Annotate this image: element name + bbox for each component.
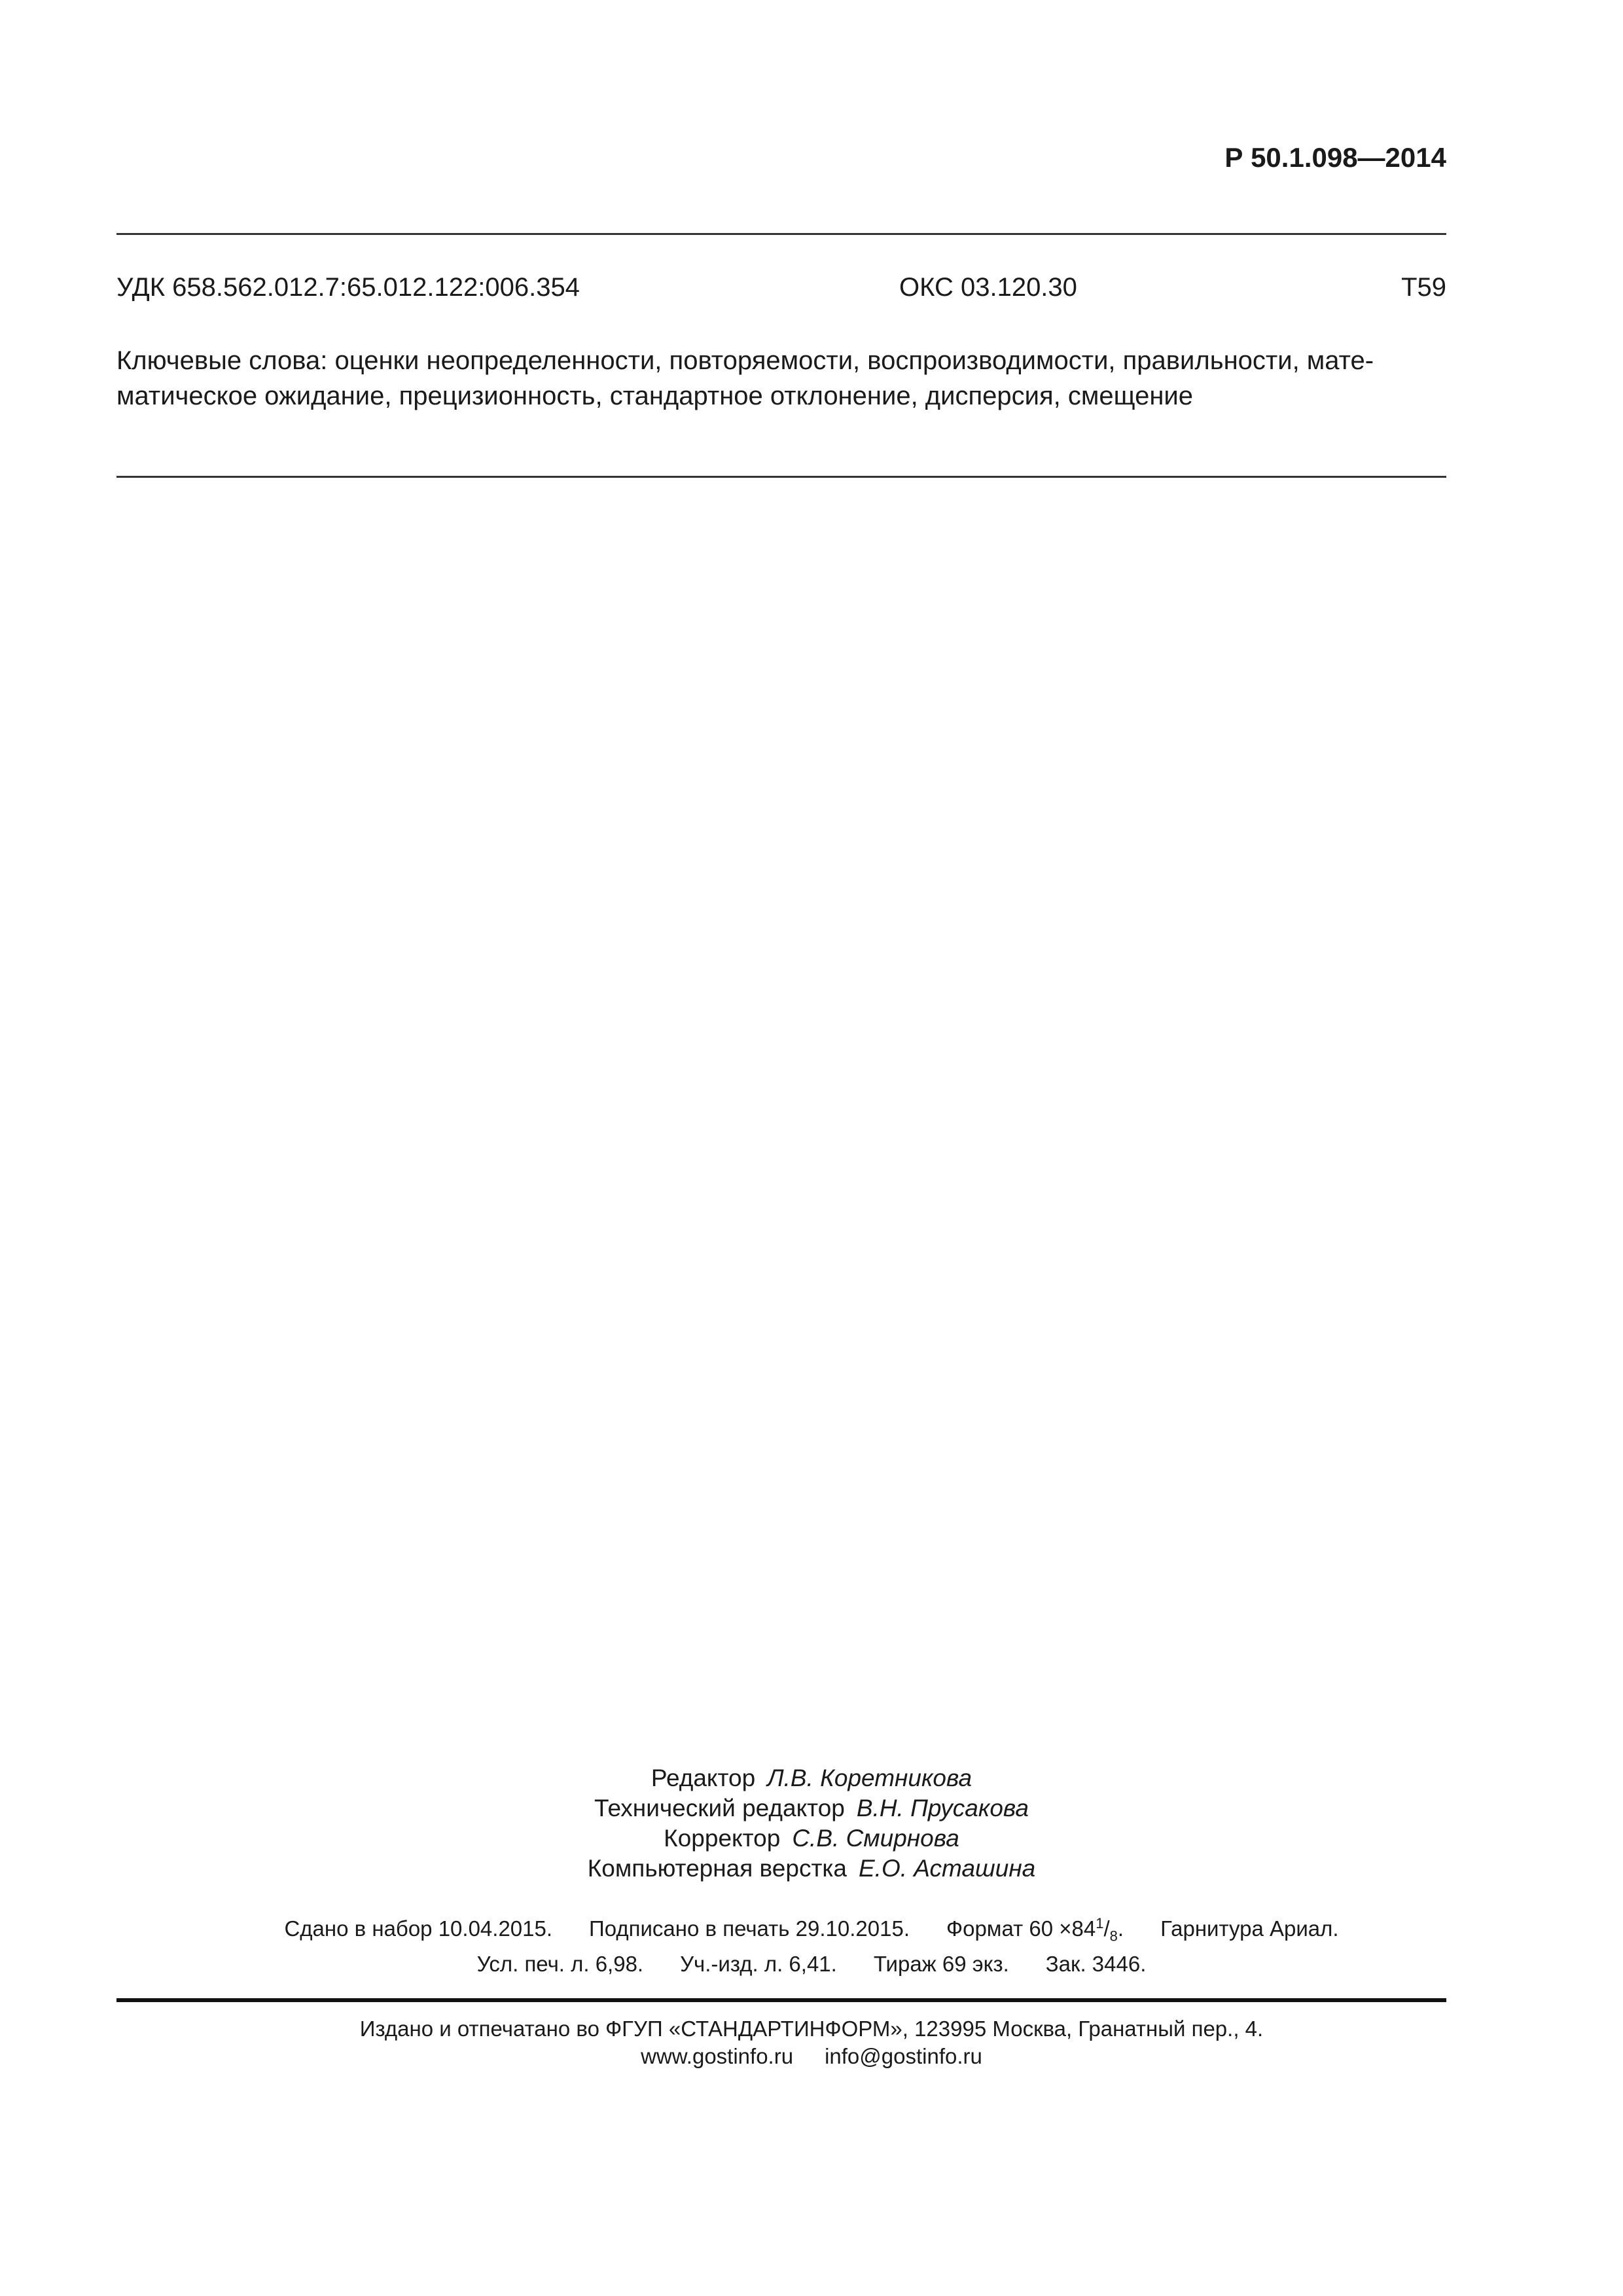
- format-sub: 8: [1109, 1928, 1118, 1945]
- credit-person: Е.О. Асташина: [858, 1855, 1036, 1882]
- credit-role: Технический редактор: [594, 1795, 845, 1821]
- publisher: [0, 2015, 1623, 2070]
- submitted-date: Сдано в набор 10.04.2015.: [284, 1916, 553, 1941]
- website-link[interactable]: www.gostinfo.ru: [641, 2044, 794, 2068]
- t-code: Т59: [1401, 273, 1446, 302]
- usl-pech: Усл. печ. л. 6,98.: [476, 1951, 644, 1976]
- bottom-divider: [116, 1998, 1446, 2002]
- keywords-line-2: матическое ожидание, прецизионность, стандартное отклонение, дисперсия, смещение: [116, 382, 1193, 410]
- email-link[interactable]: info@gostinfo.ru: [825, 2044, 982, 2068]
- credit-corrector: [0, 1823, 1623, 1854]
- publisher-line: Издано и отпечатано во ФГУП «СТАНДАРТИНФОРМ», 123995 Москва, Гранатный пер., 4.: [359, 2017, 1264, 2041]
- format-sup: 1: [1096, 1915, 1104, 1931]
- format-prefix: Формат 60 ×84: [946, 1916, 1096, 1941]
- credit-person: Л.В. Коретникова: [767, 1765, 972, 1791]
- credits: [0, 1763, 1623, 1884]
- udk-code: УДК 658.562.012.7:65.012.122:006.354: [116, 273, 580, 302]
- credit-person: В.Н. Прусакова: [856, 1795, 1029, 1821]
- keywords: [116, 343, 1446, 414]
- uch-izd: Уч.-изд. л. 6,41.: [680, 1951, 837, 1976]
- credit-role: Корректор: [664, 1825, 781, 1852]
- credit-person: С.В. Смирнова: [792, 1825, 959, 1852]
- publisher-contacts: [0, 2043, 1623, 2070]
- credit-role: Редактор: [651, 1765, 756, 1791]
- credit-editor: [0, 1763, 1623, 1793]
- print-info: [0, 1910, 1623, 1978]
- tirazh: Тираж 69 экз.: [873, 1951, 1009, 1976]
- keywords-line-1: Ключевые слова: оценки неопределенности, повторяемости, воспроизводимости, правильности, мате-: [116, 346, 1374, 375]
- order-number: Зак. 3446.: [1045, 1951, 1147, 1976]
- credit-role: Компьютерная верстка: [587, 1855, 847, 1882]
- format-suffix: .: [1117, 1916, 1124, 1941]
- middle-divider: [116, 476, 1446, 478]
- credit-technical-editor: [0, 1793, 1623, 1823]
- top-divider: [116, 233, 1446, 235]
- print-info-line-2: [0, 1950, 1623, 1978]
- typeface: Гарнитура Ариал.: [1160, 1916, 1339, 1941]
- paper-format: Формат $60 \times 84^1/_8$.: [946, 1915, 1124, 1945]
- credit-layout: [0, 1854, 1623, 1884]
- document-number: Р 50.1.098—2014: [1224, 142, 1446, 173]
- print-info-line-1: [0, 1910, 1623, 1950]
- classification-row: [116, 271, 1446, 304]
- signed-date: Подписано в печать 29.10.2015.: [589, 1916, 910, 1941]
- oks-code: ОКС 03.120.30: [899, 273, 1077, 302]
